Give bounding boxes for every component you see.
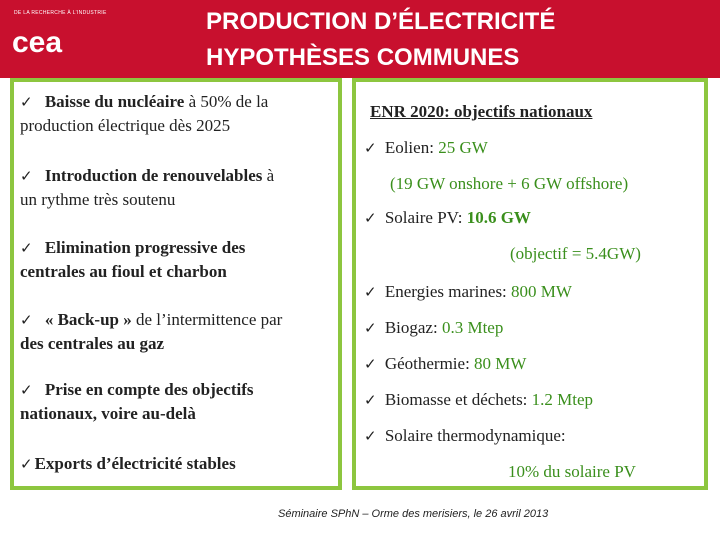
geo-label: Géothermie: [384,354,475,373]
left-item-5 [20,378,254,426]
item-3-line-2: centrales au fioul et charbon [20,262,227,281]
item-4-bold: « Back-up » [44,310,132,329]
check-icon: ✓ [20,239,33,257]
item-1-bold: Baisse du nucléaire [44,92,185,111]
eolien-detail [390,172,628,196]
right-item-eolien [364,136,488,160]
item-3-line-1: Elimination progressive des [44,238,246,257]
check-icon: ✓ [364,139,377,157]
thermo-label: Solaire thermodynamique: [384,426,566,445]
thermo-value: 10% du solaire PV [508,462,636,481]
enr-heading [370,100,592,124]
enr-heading-text: ENR 2020: objectifs nationaux [370,102,593,121]
check-icon: ✓ [20,93,33,111]
geo-value: 80 MW [474,354,527,373]
item-5-line-1: Prise en compte des objectifs [44,380,254,399]
biogaz-label: Biogaz: [384,318,442,337]
right-item-geo [364,352,526,376]
item-2-line-2: un rythme très soutenu [20,190,176,209]
cea-logo [8,10,107,60]
left-item-4 [20,308,282,356]
right-item-solaire [364,206,531,230]
marines-value: 800 MW [511,282,572,301]
item-2-rest: à [262,166,275,185]
solaire-label: Solaire PV: [384,208,467,227]
eolien-label: Eolien: [384,138,439,157]
check-icon: ✓ [20,455,33,473]
check-icon: ✓ [364,283,377,301]
check-icon: ✓ [20,381,33,399]
solaire-detail [510,242,641,266]
header-banner [0,0,720,78]
solaire-detail-text: (objectif = 5.4GW) [510,244,641,263]
cea-logo-icon [8,22,88,62]
title-line-2: HYPOTHÈSES COMMUNES [206,44,520,71]
right-item-biogaz [364,316,503,340]
title-line-1: PRODUCTION D’ÉLECTRICITÉ [206,8,556,35]
left-item-2 [20,164,274,212]
solaire-value: 10.6 GW [466,208,531,227]
check-icon: ✓ [20,167,33,185]
item-4-rest: de l’intermittence par [131,310,283,329]
page-title [206,4,686,76]
check-icon: ✓ [364,319,377,337]
right-panel [352,78,708,490]
logo-wordmark: cea [12,26,63,59]
eolien-value: 25 GW [438,138,488,157]
biomasse-value: 1.2 Mtep [531,390,594,409]
check-icon: ✓ [364,427,377,445]
footer-caption: Séminaire SPhN – Orme des merisiers, le 26 avril 2013 [278,508,549,520]
item-2-bold: Introduction de renouvelables [44,166,263,185]
left-item-3 [20,236,245,284]
item-1-rest: à 50% de la [184,92,269,111]
item-5-line-2: nationaux, voire au-delà [20,404,196,423]
check-icon: ✓ [364,355,377,373]
check-icon: ✓ [364,209,377,227]
left-panel [10,78,342,490]
right-item-biomasse [364,388,593,412]
right-item-marines [364,280,572,304]
biomasse-label: Biomasse et déchets: [384,390,532,409]
left-item-6 [20,452,236,476]
biogaz-value: 0.3 Mtep [441,318,504,337]
right-item-thermo [364,424,566,448]
item-1-line-2: production électrique dès 2025 [20,116,231,135]
item-6-line-1: Exports d’électricité stables [34,454,236,473]
thermo-detail [508,460,636,484]
check-icon: ✓ [364,391,377,409]
left-item-1 [20,90,268,138]
item-4-line-2: des centrales au gaz [20,334,165,353]
check-icon: ✓ [20,311,33,329]
marines-label: Energies marines: [384,282,512,301]
logo-tagline: DE LA RECHERCHE À L’INDUSTRIE [14,10,107,16]
eolien-detail-text: (19 GW onshore + 6 GW offshore) [390,174,629,193]
